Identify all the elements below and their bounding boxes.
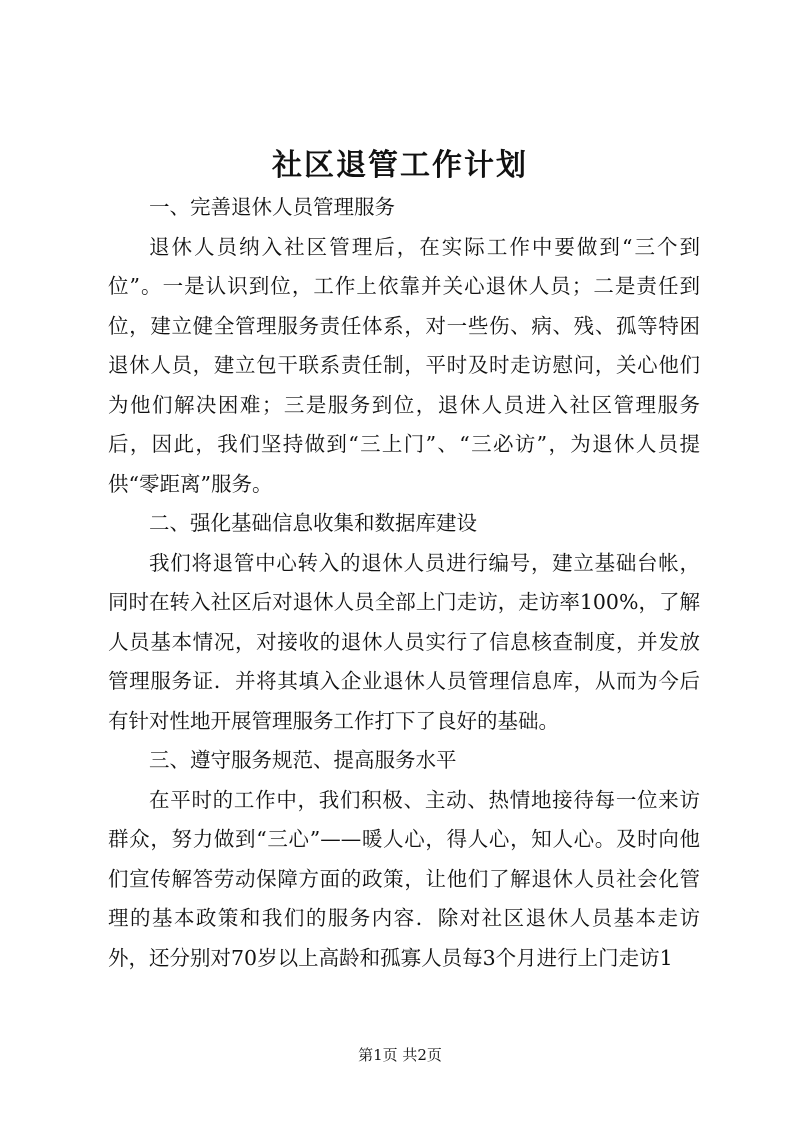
page-title: 社区退管工作计划	[272, 148, 528, 183]
section-paragraph-3: 在平时的工作中，我们积极、主动、热情地接待每一位来访群众，努力做到“三心”——暖人心，得人心，知人心。及时向他们宣传解答劳动保障方面的政策，让他们了解退休人员社会化管理的基本政策和我们的服务内容．除对社区退休人员基本走访外，还分别对70岁以上高龄和孤寡人员每3个月进行上门走访1	[108, 787, 700, 970]
section-heading-2: 二、强化基础信息收集和数据库建设	[149, 511, 477, 535]
section-paragraph-1: 退休人员纳入社区管理后，在实际工作中要做到“三个到位”。一是认识到位，工作上依靠并关心退休人员；二是责任到位，建立健全管理服务责任体系，对一些伤、病、残、孤等特困退休人员，建立包干联系责任制，平时及时走访慰问，关心他们为他们解决困难；三是服务到位，退休人员进入社区管理服务后，因此，我们坚持做到“三上门”、“三必访”，为退休人员提供“零距离”服务。	[108, 234, 700, 496]
section-heading-1: 一、完善退休人员管理服务	[149, 195, 395, 219]
page-footer	[0, 1044, 800, 1065]
section-heading-3: 三、遵守服务规范、提高服务水平	[149, 748, 457, 772]
section-paragraph-2: 我们将退管中心转入的退休人员进行编号，建立基础台帐，同时在转入社区后对退休人员全部上门走访，走访率100%，了解人员基本情况，对接收的退休人员实行了信息核查制度，并发放管理服务证．并将其填入企业退休人员管理信息库，从而为今后有针对性地开展管理服务工作打下了良好的基础。	[108, 550, 700, 733]
document-body	[108, 188, 700, 978]
page-number: 第1页	[358, 1046, 398, 1064]
page-total: 共2页	[402, 1046, 442, 1064]
